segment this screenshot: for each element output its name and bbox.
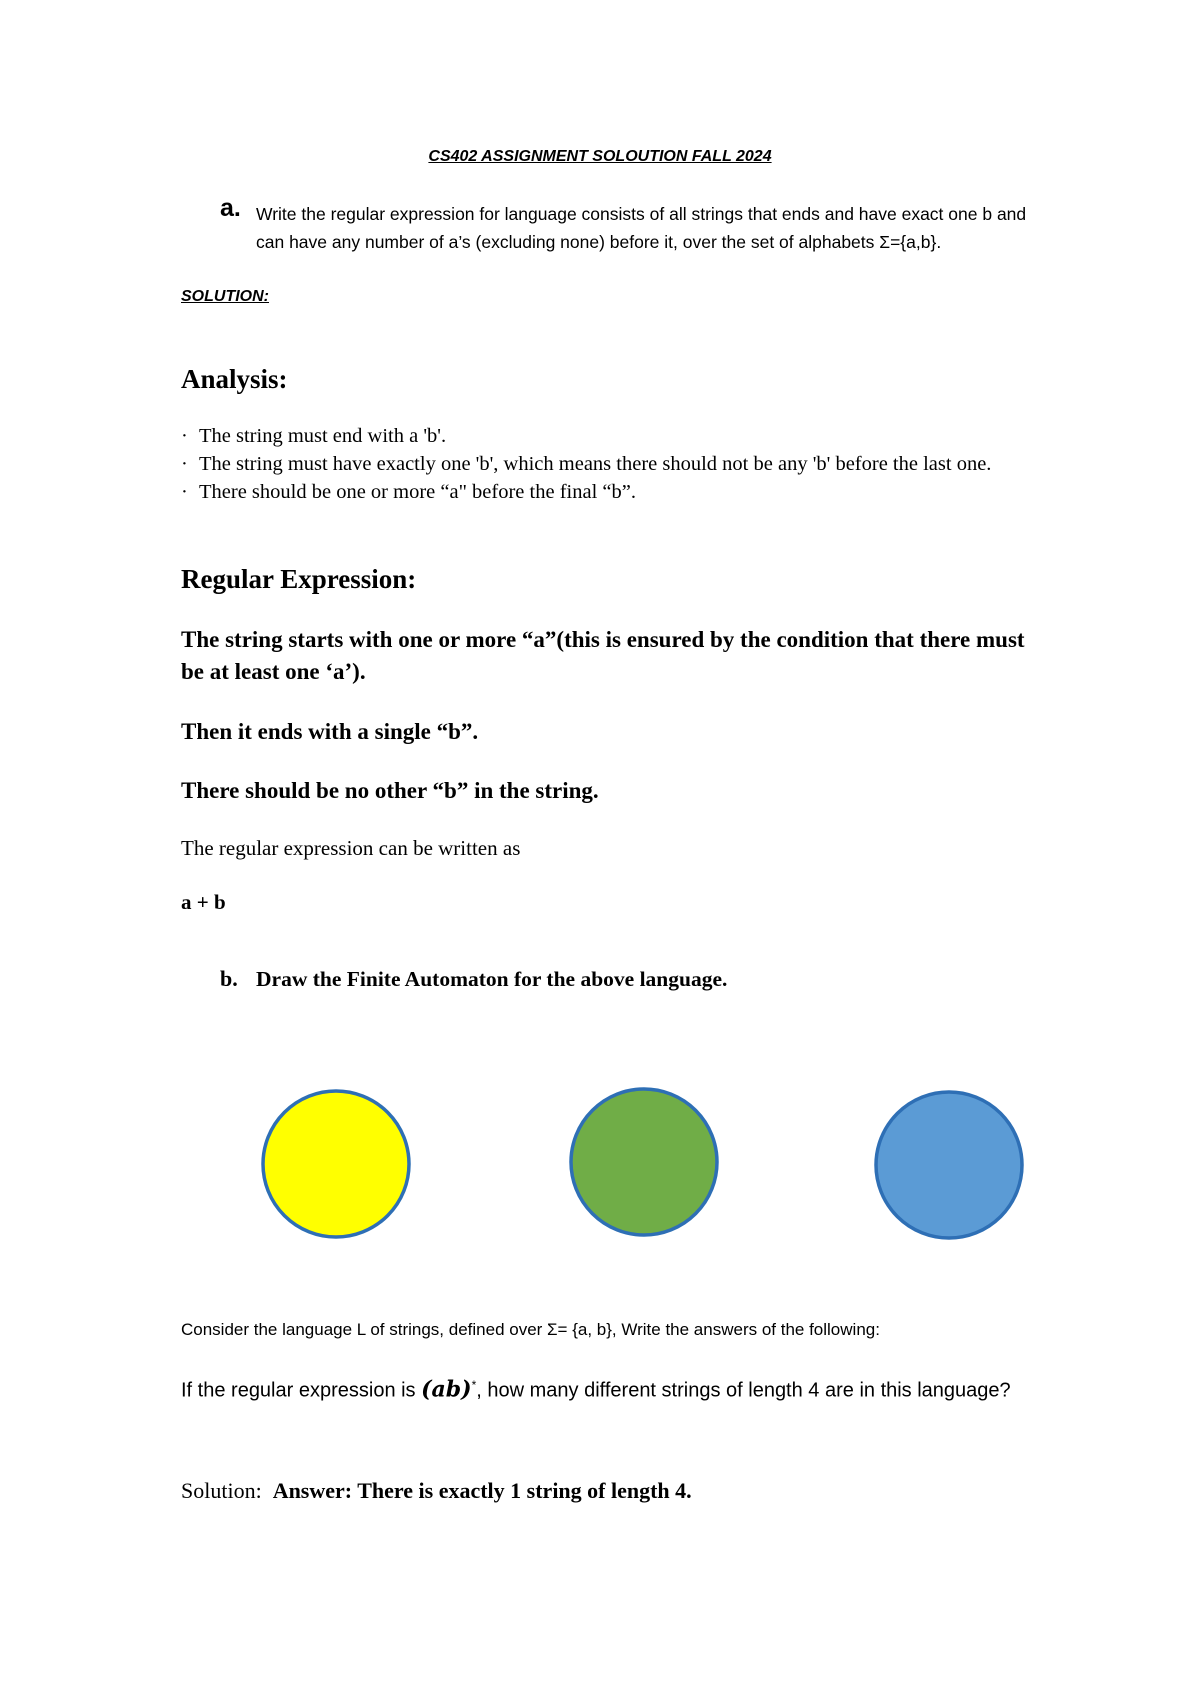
- question-c-before: If the regular expression is: [181, 1379, 422, 1402]
- solution-label: SOLUTION:: [181, 288, 269, 305]
- analysis-heading: Analysis:: [181, 364, 288, 394]
- question-a-text: Write the regular expression for language consists of all strings that ends and have exact one b and can have any number of a’s (excluding none) before it, over the set of alphabets Σ={a,b}.: [256, 204, 1027, 252]
- analysis-bullet-text: There should be one or more “a" before the final “b”.: [199, 481, 636, 503]
- answer-text: Answer: There is exactly 1 string of length 4.: [272, 1478, 692, 1503]
- question-b-text: Draw the Finite Automaton for the above language.: [256, 967, 728, 991]
- regex-paragraph: The string starts with one or more “a”(this is ensured by the condition that there must be at least one ‘a’).: [181, 627, 1025, 684]
- question-c-expression: (ab): [421, 1376, 472, 1403]
- regex-intro: The regular expression can be written as: [181, 836, 521, 860]
- question-a-marker: a.: [220, 194, 241, 222]
- analysis-bullet-text: The string must end with a 'b'.: [199, 425, 447, 447]
- regex-heading: Regular Expression:: [181, 564, 417, 594]
- question-b-marker: b.: [220, 966, 238, 991]
- state-circle: [876, 1092, 1022, 1238]
- document-title: CS402 ASSIGNMENT SOLOUTION FALL 2024: [428, 148, 772, 165]
- regex-paragraph: Then it ends with a single “b”.: [181, 719, 479, 744]
- bullet-icon: ·: [181, 481, 188, 503]
- regex-value: a + b: [181, 890, 226, 914]
- question-c-superscript: *: [471, 1378, 477, 1392]
- question-c: [181, 1370, 1026, 1407]
- state-circle: [571, 1089, 717, 1235]
- answer-label: Solution:: [181, 1478, 262, 1503]
- analysis-bullet-text: The string must have exactly one 'b', which means there should not be any 'b' before the last one.: [199, 453, 992, 475]
- answer-line: [181, 1478, 692, 1504]
- bullet-icon: ·: [181, 453, 188, 475]
- regex-paragraph: There should be no other “b” in the string.: [181, 778, 599, 803]
- question-c-after: , how many different strings of length 4 are in this language?: [476, 1379, 1011, 1402]
- consider-text: Consider the language L of strings, defined over Σ= {a, b}, Write the answers of the following:: [181, 1320, 880, 1339]
- state-circle: [263, 1091, 409, 1237]
- bullet-icon: ·: [181, 425, 188, 447]
